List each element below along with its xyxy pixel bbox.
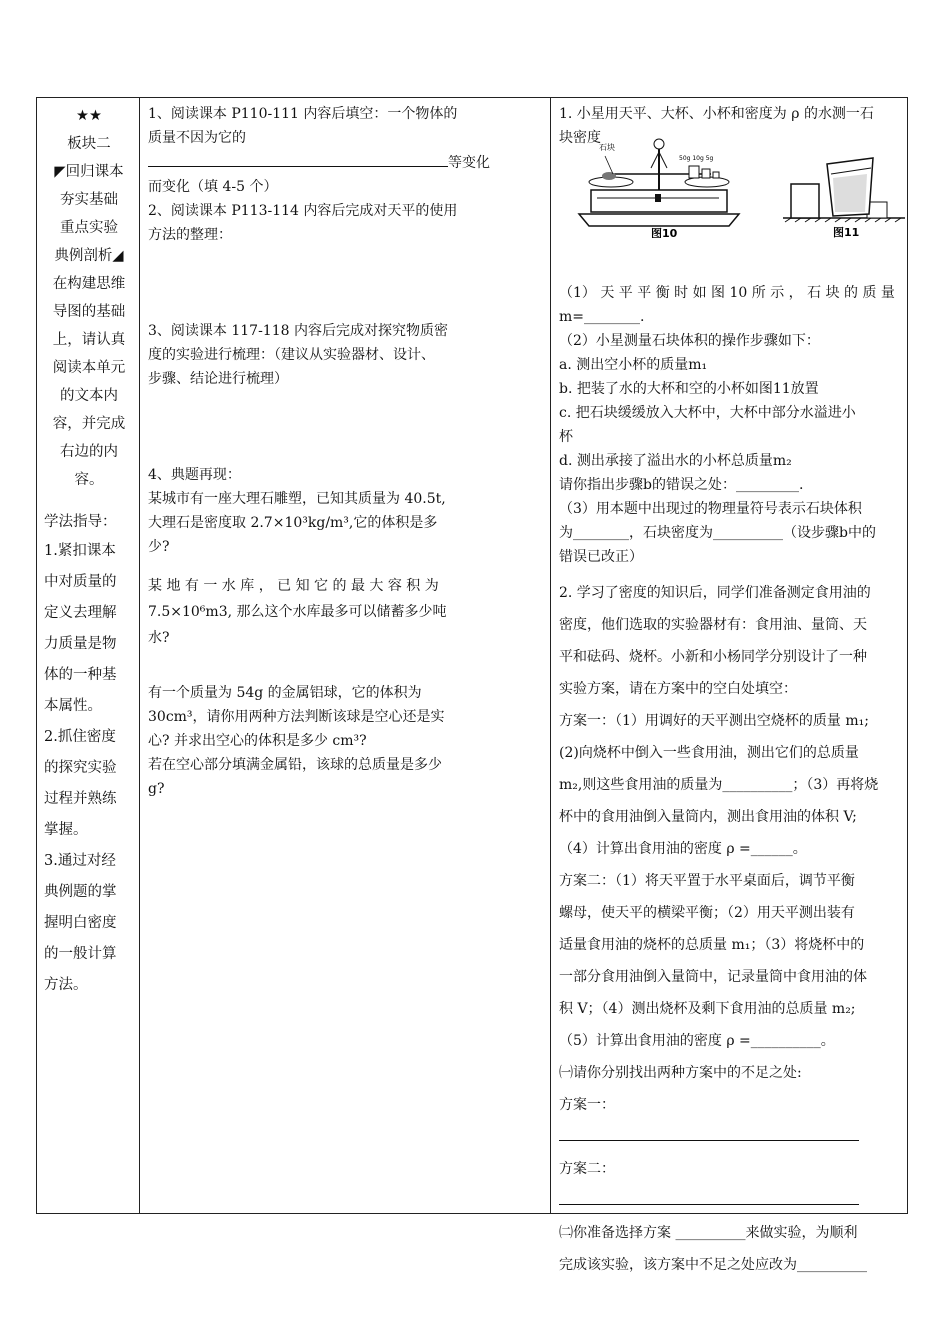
ex1-line: 为________，石块密度为__________（设步骤b中的 [559,525,876,541]
q3-line: 步骤、结论进行梳理） [148,371,288,387]
ex1-line: （2）小星测量石块体积的操作步骤如下： [559,333,820,349]
question-a: ㈠请你分别找出两种方案中的不足之处: [559,1065,802,1081]
answer-space[interactable] [148,247,542,319]
plan2-line: 一部分食用油倒入量筒中，记录量筒中食用油的体 [559,969,867,985]
ex1-step: b. 把装了水的大杯和空的小杯如图11放置 [559,381,819,397]
problem3-line: 30cm³，请你用两种方法判断该球是空心还是实 [148,709,445,725]
plan2-line: （5）计算出食用油的密度 ρ =__________。 [559,1033,835,1049]
fig10-caption: 图10 [651,227,678,238]
guide-line: 力质量是物 [44,636,117,652]
plan1-line: 方案一：（1）用调好的天平测出空烧杯的质量 m₁; [559,713,869,729]
q1-blank-line [148,150,542,175]
right-exercise-column [551,98,907,1273]
section-title-4: 典例剖析◢ [54,248,124,264]
q3-line: 度的实验进行梳理：（建议从实验器材、设计、 [148,347,435,363]
guide-line: 掌握。 [44,822,88,838]
guide-line: 中对质量的 [44,574,117,590]
problem3-line: g? [148,781,165,797]
desc-line: 容。 [74,472,104,488]
ex1-step: a. 测出空小杯的质量m₁ [559,357,708,373]
block-label: 板块二 [67,136,111,152]
guide-line: 体的一种基 [44,667,117,683]
q1-line: 1、阅读课本 P110-111 内容后填空：一个物体的 [148,106,458,122]
desc-line: 在构建思维 [52,276,126,292]
section-title-1: ◤回归课本 [54,164,124,180]
problem3-line: 若在空心部分填满金属铅，该球的总质量是多少 [148,757,442,773]
desc-line: 上，请认真 [52,332,126,348]
desc-line: 容，并完成 [52,416,126,432]
guide-line: 2.抓住密度 [44,729,116,745]
guide-line: 的探究实验 [44,760,117,776]
desc-line: 右边的内 [60,444,118,460]
ex1-line: （1） 天 平 平 衡 时 如 图 10 所 示 ， 石 块 的 质 量 [559,285,895,301]
plan2-line: 螺母，使天平的横梁平衡；（2）用天平测出装有 [559,905,855,921]
problem3-line: 有一个质量为 54g 的金属铝球，它的体积为 [148,685,422,701]
ex1-line: 块密度 [559,130,601,146]
problem2-line: 某 地 有 一 水 库 ， 已 知 它 的 最 大 容 积 为 [148,578,439,594]
q3-line: 3、阅读课本 117-118 内容后完成对探究物质密 [148,323,448,339]
ex1-line: 错误已改正） [559,549,643,565]
figures [559,126,899,251]
plan1-line: （4）计算出食用油的密度 ρ =______。 [559,841,807,857]
ex2-line: 实验方案，请在方案中的空白处填空： [559,681,797,697]
guide-line: 过程并熟练 [44,791,117,807]
ex1-step: 杯 [559,429,573,445]
plan1-deficiency [559,1089,899,1153]
ex1-step: c. 把石块缓缓放入大杯中，大杯中部分水溢进小 [559,405,856,421]
plan2-line: 积 V；（4）测出烧杯及剩下食用油的总质量 m₂; [559,1001,856,1017]
plan2-line: 方案二：（1）将天平置于水平桌面后，调节平衡 [559,873,855,889]
guide-title: 学法指导： [44,514,117,530]
guide-line: 的一般计算 [44,946,117,962]
answer-space[interactable] [148,391,542,463]
section-title-2: 夯实基础 [60,192,118,208]
guide-line: 3.通过对经 [44,853,116,869]
ex1-line: 请你指出步骤b的错误之处：_________. [559,477,804,493]
answer-blank[interactable] [559,1124,859,1141]
worksheet-table [36,97,908,1273]
desc-line: 导图的基础 [52,304,126,320]
guide-line: 1.紧扣课本 [44,543,116,559]
ex2-line: 2. 学习了密度的知识后，同学们准备测定食用油的 [559,585,871,601]
ex1-line: 1. 小星用天平、大杯、小杯和密度为 ρ 的水测一石 [559,106,874,122]
ex1-step: d. 测出承接了溢出水的小杯总质量m₂ [559,453,792,469]
guide-line: 典例题的掌 [44,884,117,900]
fig11-caption: 图11 [833,226,860,238]
problem2-line: 7.5×10⁶m3, 那么这个水库最多可以储蓄多少吨 [148,604,447,620]
plan1-label: 方案一： [559,1097,615,1113]
section-title-3: 重点实验 [60,220,118,236]
q1-suffix: 等变化 [448,155,490,171]
overflow-cup-figure [779,156,909,238]
ex2-line: 密度，他们选取的实验器材有：食用油、量筒、天 [559,617,867,633]
problem1-line: 某城市有一座大理石雕塑，已知其质量为 40.5t, [148,491,446,507]
problem1-line: 大理石是密度取 2.7×10³kg/m³,它的体积是多 [148,515,438,531]
left-guide-column [37,98,140,1213]
ex1-line: （3）用本题中出现过的物理量符号表示石块体积 [559,501,862,517]
plan2-line: 适量食用油的烧杯的总质量 m₁；（3）将烧杯中的 [559,937,865,953]
q1-line: 质量不因为它的 [148,130,246,146]
plan1-line: 杯中的食用油倒入量筒内，测出食用油的体积 V; [559,809,857,825]
q4-title: 4、典题再现： [148,467,241,483]
q2-line: 方法的整理： [148,227,232,243]
question-b: ㈡你准备选择方案 __________来做实验，为顺利 [559,1225,858,1241]
weights-label: 50g 10g 5g [679,155,714,162]
guide-line: 方法。 [44,977,88,993]
plan2-label: 方案二： [559,1161,615,1177]
q2-line: 2、阅读课本 P113-114 内容后完成对天平的使用 [148,203,458,219]
desc-line: 阅读本单元 [52,360,126,376]
answer-blank[interactable] [148,150,448,167]
guide-line: 握明白密度 [44,915,117,931]
plan1-line: m₂,则这些食用油的质量为__________；（3）再将烧 [559,777,879,793]
problem2-line: 水? [148,630,170,646]
question-b: 完成该实验，该方案中不足之处应改为__________ [559,1257,867,1273]
plan2-deficiency [559,1153,899,1217]
guide-line: 本属性。 [44,698,102,714]
q1-line: 而变化（填 4-5 个） [148,179,278,195]
balance-figure [569,126,749,238]
answer-blank[interactable] [559,1188,859,1205]
stone-label: 石块 [599,143,615,152]
plan1-line: (2)向烧杯中倒入一些食用油，测出它们的总质量 [559,745,859,761]
ex1-line: m=________. [559,309,645,325]
stars: ★★ [76,108,102,124]
problem1-line: 少? [148,539,170,555]
desc-line: 的文本内 [60,388,118,404]
ex2-line: 平和砝码、烧杯。小新和小杨同学分别设计了一种 [559,649,867,665]
middle-reading-column [140,98,551,1213]
guide-line: 定义去理解 [44,605,117,621]
problem3-line: 心? 并求出空心的体积是多少 cm³? [148,733,367,749]
